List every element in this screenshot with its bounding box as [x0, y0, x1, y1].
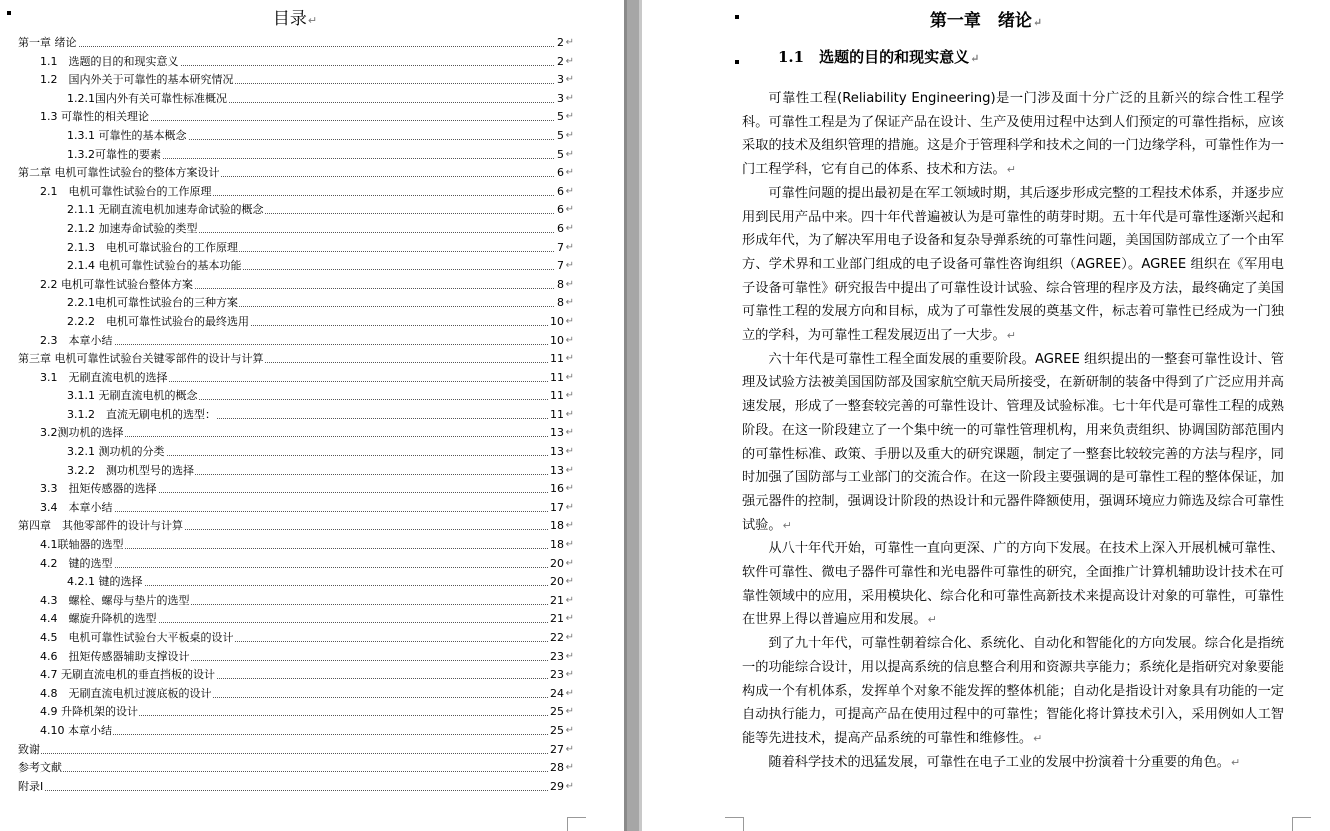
toc-entry[interactable] [18, 703, 572, 722]
paragraph-mark-icon: ↵ [565, 55, 574, 67]
toc-entry-label: 3.2.1 测功机的分类 [67, 443, 166, 462]
paragraph-mark-icon: ↵ [565, 408, 574, 420]
paragraph-mark-icon: ↵ [565, 260, 574, 272]
paragraph-mark-icon: ↵ [927, 613, 937, 627]
paragraph-mark-icon: ↵ [565, 92, 574, 104]
toc-entry-page: 8 [556, 276, 564, 295]
paragraph-mark-icon: ↵ [565, 111, 574, 123]
toc-entry[interactable] [18, 201, 572, 220]
toc-entry[interactable] [18, 406, 572, 425]
toc-entry-label: 4.8 无刷直流电机过渡底板的设计 [40, 685, 213, 704]
toc-page [0, 0, 624, 831]
toc-entry-label: 2.2 电机可靠性试验台整体方案 [40, 276, 194, 295]
toc-entry[interactable] [18, 332, 572, 351]
paragraph-mark-icon: ↵ [565, 706, 574, 718]
toc-entry-label: 4.3 螺栓、螺母与垫片的选型 [40, 592, 191, 611]
toc-entry-label: 3.3 扭矩传感器的选择 [40, 480, 158, 499]
toc-entry-page: 21 [549, 610, 564, 629]
toc-entry-label: 3.1.2 直流无刷电机的选型： [67, 406, 217, 425]
toc-entry[interactable] [18, 592, 572, 611]
section-title-text: 1.1 选题的目的和现实意义 [778, 48, 970, 66]
toc-entry-label: 1.2 国内外关于可靠性的基本研究情况 [40, 71, 235, 90]
chapter-title-text: 第一章 绪论 [929, 11, 1032, 31]
toc-entry-page: 11 [549, 350, 564, 369]
toc-entry-label: 4.1联轴器的选型 [40, 536, 125, 555]
body-paragraph-text: 从八十年代开始，可靠性一直向更深、广的方向下发展。在技术上深入开展机械可靠性、软件可靠性、微电子器件可靠性和光电器件可靠性的研究，全面推广计算机辅助设计技术在可靠性领域中的应用，采用模块化、综合化和可靠性高新技术来提高设计对象的可靠性，可靠性在世界上得以普遍应用和发展。 [742, 541, 1284, 628]
toc-entry[interactable] [18, 629, 572, 648]
toc-entry-page: 13 [549, 462, 564, 481]
toc-entry[interactable] [18, 108, 572, 127]
paragraph-mark-icon: ↵ [1230, 755, 1241, 769]
body-paragraph-text: 到了九十年代，可靠性朝着综合化、系统化、自动化和智能化的方向发展。综合化是指统一的功能综合设计，用以提高系统的信息整合利用和资源共享能力；系统化是指研究对象要能构成一个有机体系，发挥单个对象不能发挥的整体机能；自动化是指设计对象具有功能的一定自动执行能力，可提高产品在使用过程中的可靠性；智能化将计算技术引入，采用例如人工智能等先进技术，提高产品系统的可靠性和维修性。 [742, 636, 1284, 746]
toc-entry-label: 第三章 电机可靠性试验台关键零部件的设计与计算 [18, 350, 265, 369]
toc-entry[interactable] [18, 34, 572, 53]
paragraph-bullet [735, 60, 739, 64]
content-page [642, 0, 1330, 831]
toc-entry-page: 25 [549, 703, 564, 722]
toc-entry-label: 4.2 键的选型 [40, 555, 114, 574]
body-paragraph [742, 182, 1284, 348]
toc-entry[interactable] [18, 666, 572, 685]
toc-entry[interactable] [18, 387, 572, 406]
toc-entry-label: 4.5 电机可靠性试验台大平板桌的设计 [40, 629, 235, 648]
toc-entry[interactable] [18, 480, 572, 499]
toc-entry-page: 25 [549, 722, 564, 741]
toc-entry[interactable] [18, 183, 572, 202]
paragraph-mark-icon: ↵ [307, 14, 318, 27]
paragraph-mark-icon: ↵ [565, 185, 574, 197]
paragraph-mark-icon: ↵ [565, 148, 574, 160]
toc-entry-label: 4.2.1 键的选择 [67, 573, 144, 592]
paragraph-mark-icon: ↵ [565, 297, 574, 309]
paragraph-mark-icon: ↵ [1032, 16, 1043, 29]
toc-entry[interactable] [18, 517, 572, 536]
toc-entry-label: 第四章 其他零部件的设计与计算 [18, 517, 184, 536]
toc-entry-page: 5 [556, 146, 564, 165]
body-text [742, 87, 1284, 774]
toc-entry-page: 3 [556, 71, 564, 90]
toc-entry-label: 1.1 选题的目的和现实意义 [40, 53, 180, 72]
paragraph-mark-icon: ↵ [565, 129, 574, 141]
toc-entry-label: 致谢 [18, 741, 41, 760]
toc-entry-label: 4.6 扭矩传感器辅助支撑设计 [40, 648, 191, 667]
toc-list [18, 34, 572, 796]
paragraph-mark-icon: ↵ [565, 241, 574, 253]
section-title [778, 46, 979, 67]
toc-dot-leader [40, 511, 554, 512]
toc-entry[interactable] [18, 350, 572, 369]
toc-entry-page: 29 [549, 778, 564, 797]
toc-entry[interactable] [18, 499, 572, 518]
toc-entry-label: 4.7 无刷直流电机的垂直挡板的设计 [40, 666, 216, 685]
paragraph-mark-icon: ↵ [1033, 731, 1043, 745]
paragraph-mark-icon: ↵ [565, 222, 574, 234]
toc-entry-page: 6 [556, 183, 564, 202]
toc-entry-page: 13 [549, 424, 564, 443]
body-paragraph-text: 六十年代是可靠性工程全面发展的重要阶段。AGREE 组织提出的一整套可靠性设计、管理及试验方法被美国国防部及国家航空航天局所接受，在新研制的装备中得到了广泛应用并高速发展，形成了一整套较完善的可靠性设计、管理及试验标准。七十年代是可靠性工程的成熟阶段。在这一阶段建立了一个集中统一的可靠性管理机构，用来负责组织、协调国防部范围内的可靠性标准、政策、手册以及重大的研究课题，制定了一整套比较较完善的方法与程序，同时加强了国防部与工业部门的交流合作。在这一阶段主要强调的是可靠性工程的整体保证，加强元器件的控制，强调设计阶段的热设计和元器件降额使用，强调环境应力筛选及综合可靠性试验。 [742, 351, 1284, 533]
toc-entry-label: 2.1.1 无刷直流电机加速寿命试验的概念 [67, 201, 264, 220]
toc-entry[interactable] [18, 648, 572, 667]
toc-entry-label: 第一章 绪论 [18, 34, 78, 53]
paragraph-mark-icon: ↵ [565, 613, 574, 625]
paragraph-mark-icon: ↵ [565, 464, 574, 476]
toc-dot-leader [40, 567, 554, 568]
toc-dot-leader [40, 734, 554, 735]
toc-entry[interactable] [18, 443, 572, 462]
body-paragraph [742, 87, 1284, 182]
toc-entry[interactable] [18, 536, 572, 555]
paragraph-mark-icon: ↵ [565, 594, 574, 606]
toc-entry-page: 3 [556, 90, 564, 109]
toc-entry-page: 13 [549, 443, 564, 462]
paragraph-mark-icon: ↵ [565, 37, 574, 48]
paragraph-mark-icon: ↵ [970, 52, 980, 65]
paragraph-mark-icon: ↵ [565, 278, 574, 290]
toc-entry-label: 2.2.1电机可靠性试验台的三种方案 [67, 294, 239, 313]
toc-entry-page: 6 [556, 164, 564, 183]
paragraph-mark-icon: ↵ [565, 743, 574, 755]
paragraph-mark-icon: ↵ [565, 576, 574, 588]
toc-entry-label: 2.1.2 加速寿命试验的类型 [67, 220, 199, 239]
toc-entry[interactable] [18, 741, 572, 760]
toc-entry[interactable] [18, 294, 572, 313]
toc-entry[interactable] [18, 164, 572, 183]
paragraph-mark-icon: ↵ [782, 518, 792, 532]
paragraph-mark-icon: ↵ [565, 334, 574, 346]
toc-entry-page: 24 [549, 685, 564, 704]
paragraph-mark-icon: ↵ [565, 353, 574, 365]
paragraph-mark-icon: ↵ [565, 650, 574, 662]
paragraph-mark-icon: ↵ [565, 557, 574, 569]
chapter-title [642, 6, 1330, 31]
toc-entry[interactable] [18, 610, 572, 629]
toc-entry-page: 17 [549, 499, 564, 518]
toc-entry[interactable] [18, 462, 572, 481]
toc-entry[interactable] [18, 555, 572, 574]
page-gutter [624, 0, 642, 831]
toc-entry[interactable] [18, 257, 572, 276]
paragraph-mark-icon: ↵ [565, 669, 574, 681]
toc-entry-page: 20 [549, 573, 564, 592]
toc-dot-leader [18, 46, 554, 47]
toc-entry[interactable] [18, 239, 572, 258]
page-corner-marker [725, 817, 744, 831]
toc-entry[interactable] [18, 146, 572, 165]
toc-entry-label: 2.1 电机可靠性试验台的工作原理 [40, 183, 213, 202]
paragraph-mark-icon: ↵ [565, 167, 574, 179]
paragraph-mark-icon: ↵ [565, 74, 574, 86]
paragraph-mark-icon: ↵ [565, 520, 574, 532]
body-paragraph-text: 可靠性工程(Reliability Engineering)是一门涉及面十分广泛的且新兴的综合性工程学科。可靠性工程是为了保证产品在设计、生产及使用过程中达到人们预定的可靠性指标，应该采取的技术及组织管理的措施。这是介于管理科学和技术之间的一门边缘学科，可靠性作为一门工程学科，它有自己的体系、技术和方法。 [742, 91, 1284, 178]
toc-dot-leader [18, 771, 554, 772]
toc-entry-label: 1.3.1 可靠性的基本概念 [67, 127, 188, 146]
toc-entry-label: 3.4 本章小结 [40, 499, 114, 518]
paragraph-mark-icon: ↵ [565, 427, 574, 439]
toc-entry-page: 10 [549, 332, 564, 351]
toc-entry[interactable] [18, 220, 572, 239]
paragraph-mark-icon: ↵ [565, 780, 574, 792]
paragraph-mark-icon: ↵ [1006, 329, 1016, 343]
toc-entry[interactable] [18, 424, 572, 443]
toc-entry-page: 22 [549, 629, 564, 648]
toc-entry-page: 5 [556, 108, 564, 127]
toc-entry[interactable] [18, 685, 572, 704]
toc-entry[interactable] [18, 778, 572, 797]
toc-entry[interactable] [18, 573, 572, 592]
toc-entry-label: 3.2.2 测功机型号的选择 [67, 462, 195, 481]
paragraph-mark-icon: ↵ [565, 687, 574, 699]
toc-entry-label: 附录I [18, 778, 44, 797]
toc-entry-label: 4.10 本章小结 [40, 722, 113, 741]
body-paragraph-text: 随着科学技术的迅猛发展，可靠性在电子工业的发展中扮演着十分重要的角色。 [768, 754, 1230, 770]
body-paragraph [742, 537, 1284, 632]
toc-entry-page: 18 [549, 517, 564, 536]
toc-title [0, 4, 590, 29]
body-paragraph [742, 751, 1284, 775]
page-corner-marker [567, 817, 586, 831]
toc-entry-page: 27 [549, 741, 564, 760]
body-paragraph [742, 632, 1284, 751]
toc-dot-leader [40, 344, 554, 345]
toc-entry-page: 23 [549, 666, 564, 685]
toc-entry-page: 11 [549, 406, 564, 425]
toc-entry-label: 第二章 电机可靠性试验台的整体方案设计 [18, 164, 221, 183]
body-paragraph-text: 可靠性问题的提出最初是在军工领域时期，其后逐步形成完整的工程技术体系，并逐步应用到民用产品中来。四十年代普遍被认为是可靠性的萌芽时期。五十年代是可靠性逐渐兴起和形成年代，为了解决军用电子设备和复杂导弹系统的可靠性问题，美国国防部成立了一个由军方、学术界和工业部门组成的电子设备可靠性咨询组织（AGREE）。AGREE 组织在《军用电子设备可靠性》研究报告中提出了可靠性设计试验、综合管理的程序及方法，最终确定了美国可靠性工程的发展方向和目标，成为了可靠性发展的奠基文件，标志着可靠性已经成为一门独立的学科，为可靠性工程发展迈出了一大步。 [742, 185, 1284, 344]
paragraph-mark-icon: ↵ [565, 390, 574, 402]
paragraph-mark-icon: ↵ [1006, 163, 1016, 177]
toc-entry-page: 2 [556, 53, 564, 72]
paragraph-mark-icon: ↵ [565, 762, 574, 774]
toc-entry-label: 1.3 可靠性的相关理论 [40, 108, 150, 127]
toc-entry-label: 2.2.2 电机可靠性试验台的最终选用 [67, 313, 250, 332]
toc-entry[interactable] [18, 71, 572, 90]
toc-entry-label: 4.4 螺旋升降机的选型 [40, 610, 158, 629]
paragraph-mark-icon: ↵ [565, 315, 574, 327]
toc-entry[interactable] [18, 722, 572, 741]
paragraph-mark-icon: ↵ [565, 371, 574, 383]
toc-entry[interactable] [18, 369, 572, 388]
toc-entry[interactable] [18, 127, 572, 146]
toc-entry[interactable] [18, 276, 572, 295]
paragraph-mark-icon: ↵ [565, 501, 574, 513]
toc-entry-page: 11 [549, 369, 564, 388]
toc-dot-leader [18, 753, 554, 754]
toc-dot-leader [18, 790, 554, 791]
toc-entry[interactable] [18, 313, 572, 332]
toc-entry-page: 28 [549, 759, 564, 778]
toc-entry-page: 10 [549, 313, 564, 332]
paragraph-mark-icon: ↵ [565, 724, 574, 736]
toc-entry-label: 3.1 无刷直流电机的选择 [40, 369, 169, 388]
toc-entry-page: 23 [549, 648, 564, 667]
toc-entry-label: 参考文献 [18, 759, 63, 778]
toc-entry-page: 8 [556, 294, 564, 313]
toc-entry[interactable] [18, 90, 572, 109]
toc-entry-page: 11 [549, 387, 564, 406]
body-paragraph [742, 348, 1284, 538]
toc-entry-label: 2.1.4 电机可靠性试验台的基本功能 [67, 257, 242, 276]
toc-entry-label: 1.2.1国内外有关可靠性标准概况 [67, 90, 228, 109]
toc-entry[interactable] [18, 53, 572, 72]
toc-entry[interactable] [18, 759, 572, 778]
toc-entry-page: 5 [556, 127, 564, 146]
paragraph-mark-icon: ↵ [565, 446, 574, 458]
paragraph-mark-icon: ↵ [565, 483, 574, 495]
toc-entry-page: 20 [549, 555, 564, 574]
paragraph-mark-icon: ↵ [565, 539, 574, 551]
paragraph-mark-icon: ↵ [565, 204, 574, 216]
toc-entry-page: 16 [549, 480, 564, 499]
toc-entry-page: 6 [556, 220, 564, 239]
toc-entry-label: 2.1.3 电机可靠试验台的工作原理 [67, 239, 239, 258]
toc-entry-page: 7 [556, 239, 564, 258]
toc-entry-label: 3.2测功机的选择 [40, 424, 125, 443]
toc-entry-page: 18 [549, 536, 564, 555]
paragraph-mark-icon: ↵ [565, 632, 574, 643]
page-corner-marker [1292, 817, 1311, 831]
toc-title-text: 目录 [272, 9, 307, 29]
toc-entry-page: 21 [549, 592, 564, 611]
toc-entry-label: 4.9 升降机架的设计 [40, 703, 139, 722]
toc-entry-label: 3.1.1 无刷直流电机的概念 [67, 387, 199, 406]
toc-entry-label: 1.3.2可靠性的要素 [67, 146, 162, 165]
toc-entry-page: 2 [556, 34, 564, 53]
toc-entry-label: 2.3 本章小结 [40, 332, 114, 351]
toc-entry-page: 6 [556, 201, 564, 220]
toc-entry-page: 7 [556, 257, 564, 276]
